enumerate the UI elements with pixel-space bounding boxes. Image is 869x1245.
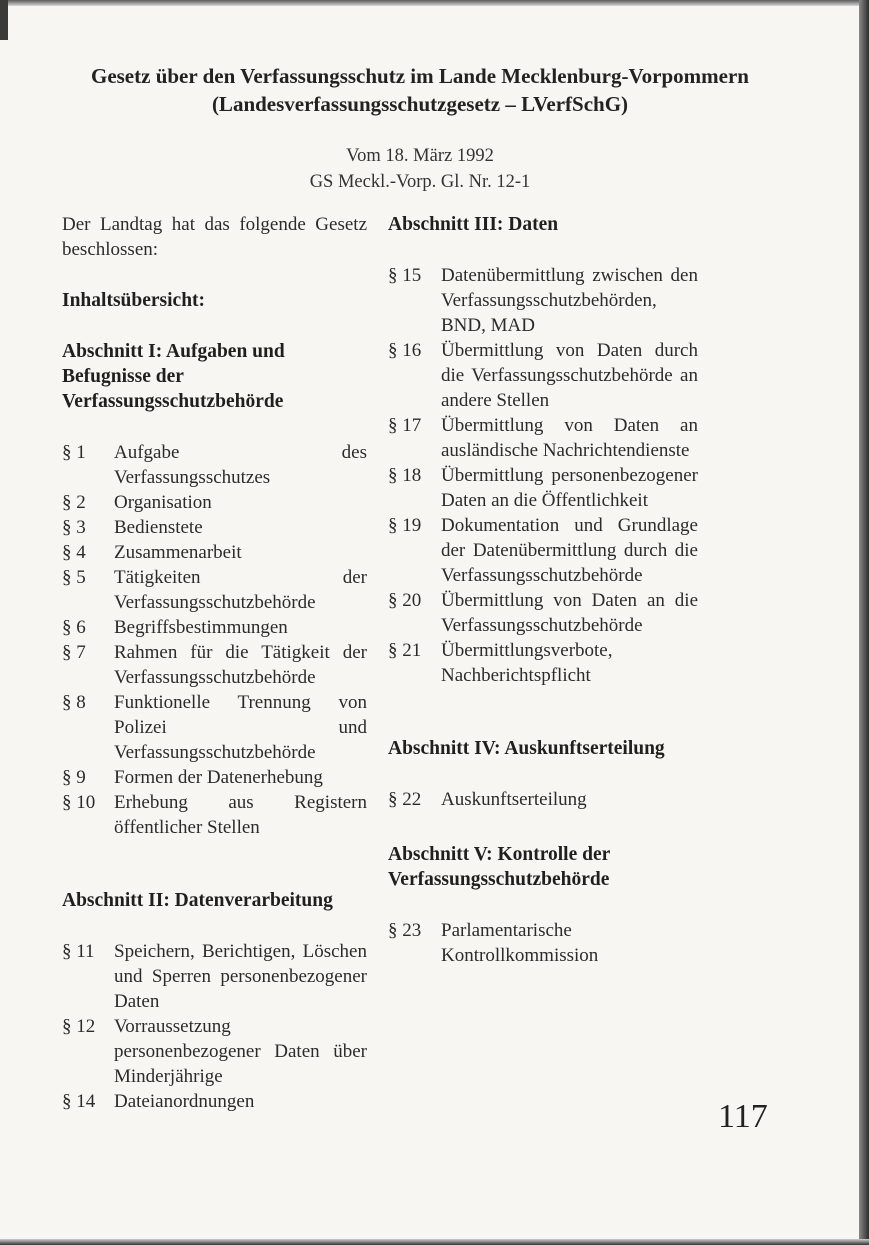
paragraph-number: § 1 (62, 442, 86, 463)
paragraph-title: Rahmen für die Tätigkeit der Verfassungsschutzbehörde (114, 642, 367, 688)
paragraph-number: § 9 (62, 767, 86, 788)
toc-item (388, 413, 698, 463)
toc-list (62, 440, 367, 840)
paragraph-number: § 10 (62, 792, 96, 813)
law-title: Gesetz über den Verfassungsschutz im Lande Mecklenburg-Vorpommern (Landesverfassungsschutzgesetz – LVerfSchG) (90, 64, 749, 116)
paragraph-number: § 7 (62, 642, 86, 663)
paragraph-title: Parlamentarische Kontrollkommission (441, 920, 599, 966)
paragraph-title: Übermittlungsverbote, Nachberichtspflicht (441, 640, 613, 686)
toc-item (388, 787, 698, 812)
toc-item (388, 918, 698, 968)
paragraph-number: § 8 (62, 692, 86, 713)
paragraph-number: § 17 (388, 415, 422, 436)
enactment-clause: Der Landtag hat das folgende Gesetz beschlossen: (62, 214, 367, 260)
paragraph-title: Dateianordnungen (114, 1091, 255, 1112)
paragraph-number: § 11 (62, 941, 95, 962)
paragraph-title: Übermittlung personenbezogener Daten an die Öffentlichkeit (441, 465, 698, 511)
right-column (388, 212, 698, 968)
paragraph-title: Vorraussetzung personenbezogener Daten über Minderjährige (114, 1016, 367, 1087)
paragraph-number: § 19 (388, 515, 422, 536)
toc-item (62, 615, 367, 640)
scan-edge-left (0, 0, 8, 40)
paragraph-title: Bedienstete (114, 517, 203, 538)
toc-item (62, 440, 367, 490)
toc-item (388, 263, 698, 338)
scan-edge-bottom (0, 1239, 869, 1245)
paragraph-title: Übermittlung von Daten durch die Verfassungsschutzbehörde an andere Stellen (441, 340, 698, 411)
paragraph-title: Übermittlung von Daten an die Verfassungsschutzbehörde (441, 590, 698, 636)
toc-list (388, 787, 698, 812)
toc-item (388, 513, 698, 588)
paragraph-title: Begriffsbestimmungen (114, 617, 288, 638)
paragraph-title: Aufgabe des Verfassungsschutzes (114, 442, 367, 488)
toc-item (62, 939, 367, 1014)
paragraph-title: Dokumentation und Grundlage der Datenübermittlung durch die Verfassungsschutzbehörde (441, 515, 698, 586)
toc-item (62, 765, 367, 790)
toc-item (388, 463, 698, 513)
scan-edge-top (0, 0, 869, 6)
paragraph-number: § 21 (388, 640, 422, 661)
paragraph-title: Auskunftserteilung (441, 789, 587, 810)
date-line: Vom 18. März 1992 (346, 146, 494, 166)
toc-item (388, 588, 698, 638)
paragraph-title: Tätigkeiten der Verfassungsschutzbehörde (114, 567, 367, 613)
section-heading: Abschnitt V: Kontrolle der Verfassungsschutzbehörde (388, 844, 610, 890)
paragraph-number: § 23 (388, 920, 422, 941)
left-column (62, 212, 367, 1114)
paragraph-number: § 4 (62, 542, 86, 563)
paragraph-number: § 6 (62, 617, 86, 638)
section-heading: Abschnitt II: Datenverarbeitung (62, 890, 333, 911)
paragraph-title: Organisation (114, 492, 212, 513)
paragraph-title: Übermittlung von Daten an ausländische Nachrichtendienste (441, 415, 698, 461)
toc-heading: Inhaltsübersicht: (62, 290, 206, 311)
toc-list (388, 918, 698, 968)
paragraph-number: § 15 (388, 265, 422, 286)
paragraph-title: Formen der Datenerhebung (114, 767, 323, 788)
toc-list (62, 939, 367, 1114)
toc-item (388, 638, 698, 688)
paragraph-number: § 2 (62, 492, 86, 513)
toc-item (62, 690, 367, 765)
toc-item (62, 490, 367, 515)
toc-item (62, 565, 367, 615)
paragraph-title: Zusammenarbeit (114, 542, 242, 563)
paragraph-number: § 12 (62, 1016, 96, 1037)
law-subtitle (40, 143, 800, 195)
toc-list (388, 263, 698, 688)
page-number: 117 (718, 1098, 768, 1135)
paragraph-number: § 3 (62, 517, 86, 538)
section-heading: Abschnitt IV: Auskunftserteilung (388, 738, 665, 759)
section-heading: Abschnitt I: Aufgaben und Befugnisse der Verfassungsschutzbehörde (62, 341, 285, 412)
toc-item (62, 540, 367, 565)
paragraph-number: § 20 (388, 590, 422, 611)
toc-item (62, 790, 367, 840)
toc-item (62, 515, 367, 540)
paragraph-number: § 14 (62, 1091, 96, 1112)
section-heading: Abschnitt III: Daten (388, 214, 559, 235)
paragraph-number: § 16 (388, 340, 422, 361)
paragraph-number: § 5 (62, 567, 86, 588)
toc-item (62, 1089, 367, 1114)
paragraph-number: § 18 (388, 465, 422, 486)
paragraph-title: Speichern, Berichtigen, Löschen und Sperren personenbezogener Daten (114, 941, 367, 1012)
paragraph-number: § 22 (388, 789, 422, 810)
toc-item (388, 338, 698, 413)
paragraph-title: Funktionelle Trennung von Polizei und Verfassungsschutzbehörde (114, 692, 367, 763)
reference-line: GS Meckl.-Vorp. Gl. Nr. 12-1 (309, 172, 531, 192)
paragraph-title: Datenübermittlung zwischen den Verfassungsschutzbehörden, BND, MAD (441, 265, 698, 336)
toc-item (62, 640, 367, 690)
scan-edge-right (859, 0, 869, 1245)
toc-item (62, 1014, 367, 1089)
paragraph-title: Erhebung aus Registern öffentlicher Stellen (114, 792, 367, 838)
